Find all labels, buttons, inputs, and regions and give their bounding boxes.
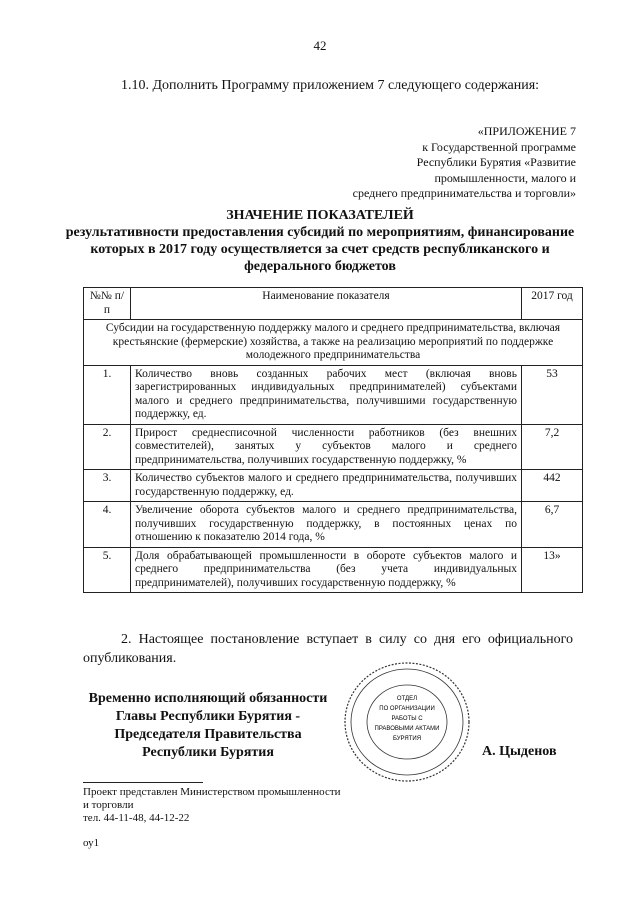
row-number: 5. [84, 547, 131, 593]
row-indicator-name: Доля обрабатывающей промышленности в обороте субъектов малого и среднего предпринимательства (без учета индивидуальных предпринимателей), получивших государственную поддержку, % [131, 547, 522, 593]
row-value: 13» [522, 547, 583, 593]
table-row [84, 470, 583, 502]
table-row [84, 502, 583, 548]
document-heading [60, 207, 580, 275]
heading-subtitle: результативности предоставления субсидий по мероприятиям, финансирование которых в 2017 году осуществляется за счет средств республиканского и федерального бюджетов [65, 225, 575, 274]
row-indicator-name: Количество вновь созданных рабочих мест (включая вновь зарегистрированных индивидуальных предпринимателей) субъектами малого и среднего предпринимательства, получившими государственную поддержку, ед. [131, 365, 522, 424]
table-row [84, 365, 583, 424]
appendix-line: «ПРИЛОЖЕНИЕ 7 [477, 124, 576, 138]
official-seal [342, 660, 472, 785]
effective-date-paragraph: 2. Настоящее постановление вступает в силу со дня его официального опубликования. [83, 632, 573, 666]
indicators-table [83, 287, 583, 593]
row-indicator-name: Увеличение оборота субъектов малого и среднего предпринимательства, получивших государственную поддержку, в постоянных ценах по отношению к показателю 2014 года, % [131, 502, 522, 548]
table-row [84, 547, 583, 593]
signatory-name: А. Цыденов [482, 744, 557, 759]
footer-line: Проект представлен Министерством промышленности [83, 786, 341, 798]
signatory-title [83, 690, 333, 762]
row-value: 7,2 [522, 424, 583, 470]
row-number: 3. [84, 470, 131, 502]
footer-note [83, 786, 341, 825]
appendix-header [276, 124, 576, 202]
heading-title: ЗНАЧЕНИЕ ПОКАЗАТЕЛЕЙ [226, 208, 414, 223]
header-year: 2017 год [522, 288, 583, 320]
row-indicator-name: Прирост среднесписочной численности работников (без внешних совместителей), занятых у субъектов малого и среднего предпринимательства, получивших государственную поддержку, % [131, 424, 522, 470]
seal-text: ПО ОРГАНИЗАЦИИ [379, 706, 435, 712]
appendix-line: к Государственной программе [422, 139, 576, 154]
row-value: 53 [522, 365, 583, 424]
signatory-title-line: Республики Бурятия [142, 745, 274, 760]
table-row [84, 424, 583, 470]
seal-text: РАБОТЫ С [391, 716, 423, 722]
seal-text: ПРАВОВЫМИ АКТАМИ [374, 726, 440, 732]
row-number: 4. [84, 502, 131, 548]
appendix-line: промышленности, малого и [434, 170, 576, 185]
appendix-line: Республики Бурятия «Развитие [416, 155, 576, 169]
row-number: 1. [84, 365, 131, 424]
row-value: 6,7 [522, 502, 583, 548]
subsidy-section-text: Субсидии на государственную поддержку малого и среднего предпринимательства, включая крестьянские (фермерские) хозяйства, а также на реализацию мероприятий по поддержке молодежного предпринимательства [84, 320, 583, 366]
signatory-title-line: Временно исполняющий обязанности [88, 691, 328, 706]
header-number: №№ п/п [84, 288, 131, 320]
intro-paragraph: 1.10. Дополнить Программу приложением 7 следующего содержания: [121, 78, 540, 93]
row-number: 2. [84, 424, 131, 470]
table-header-row [84, 288, 583, 320]
signatory-title-line: Председателя Правительства [114, 727, 302, 742]
seal-text: БУРЯТИЯ [392, 736, 422, 742]
footer-line: тел. 44-11-48, 44-12-22 [83, 812, 190, 824]
appendix-line: среднего предпринимательства и торговли» [352, 186, 576, 200]
page-number: 42 [313, 38, 327, 53]
row-indicator-name: Количество субъектов малого и среднего предпринимательства, получивших государственную поддержку, ед. [131, 470, 522, 502]
signatory-title-line: Главы Республики Бурятия - [115, 709, 301, 724]
footer-line: и торговли [83, 799, 134, 811]
footer-divider [83, 782, 203, 783]
seal-text: ОТДЕЛ [396, 696, 418, 702]
subsidy-section-row [84, 320, 583, 366]
header-indicator-name: Наименование показателя [131, 288, 522, 320]
row-value: 442 [522, 470, 583, 502]
document-code: оу1 [83, 837, 100, 849]
